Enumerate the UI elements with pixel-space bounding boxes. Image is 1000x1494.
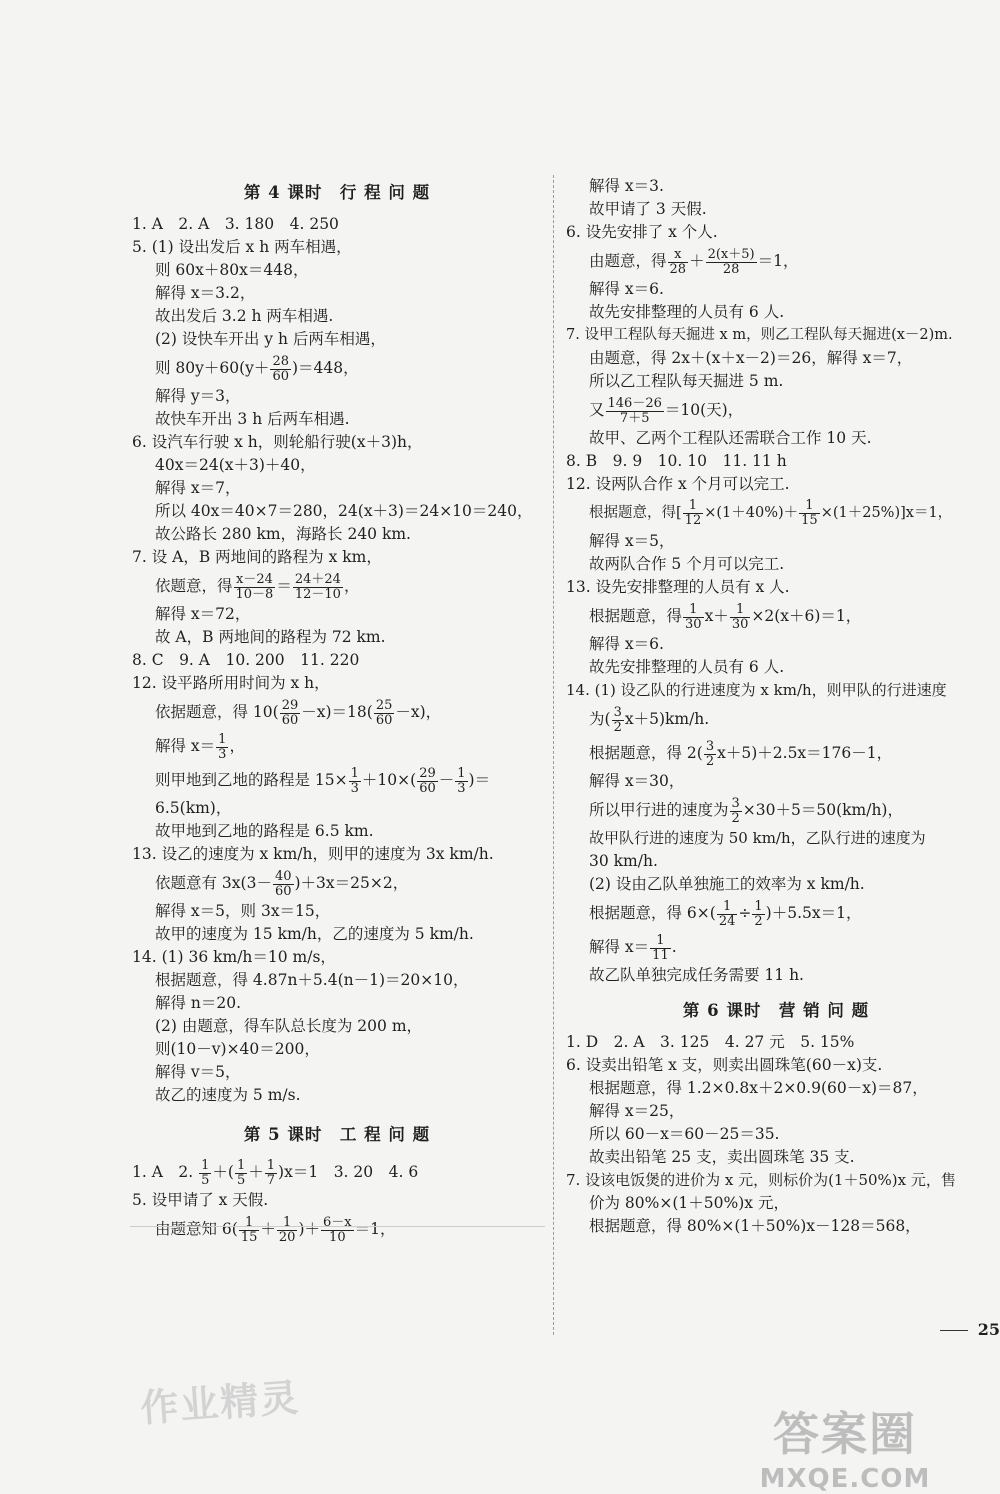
fraction: $\frac{1}{7}$ — [266, 1157, 276, 1188]
answer-line: 故 A，B 两地间的路程为 72 km. — [155, 628, 386, 646]
formula-line: 根据题意，得 $\frac{1}{30}$ x＋ $\frac{1}{30}$ ×2(x＋6)＝1， — [589, 601, 862, 632]
answer-line: 故出发后 3.2 h 两车相遇. — [155, 307, 334, 325]
answer-line: 故先安排整理的人员有 6 人. — [589, 303, 785, 321]
fraction: $\frac{1}{3}$ — [457, 765, 466, 796]
answer-line: 7. 设 A，B 两地间的路程为 x km， — [132, 548, 382, 566]
answer-line: (2) 设快车开出 y h 后两车相遇， — [155, 330, 386, 348]
fraction: $\frac{x-24}{10-8}$ — [235, 571, 274, 602]
formula-line: 根据题意，得 6×( $\frac{1}{24}$ ÷ $\frac{1}{2}$ )＋5.5x＝1， — [589, 898, 862, 929]
answer-line: 12. 设两队合作 x 个月可以完工. — [566, 475, 790, 493]
answer-line: 6.5(km)， — [155, 799, 232, 817]
fraction: $\frac{1}{30}$ — [685, 601, 702, 632]
answer-line: 所以 40x＝40×7＝280，24(x＋3)＝24×10＝240， — [155, 502, 533, 520]
formula-line: 1. A 2. $\frac{1}{5}$ ＋( $\frac{1}{5}$ ＋ $\frac{1}{7}$ )x＝1 3. 20 4. 6 — [132, 1157, 419, 1188]
page-number-dash — [940, 1330, 968, 1331]
answer-line: 6. 设先安排了 x 个人. — [566, 223, 718, 241]
answer-line: 根据题意，得 4.87n＋5.4(n－1)＝20×10， — [155, 971, 469, 989]
answer-line: 解得 n＝20. — [155, 994, 242, 1012]
answer-line: 1. D 2. A 3. 125 4. 27 元 5. 15% — [566, 1033, 855, 1051]
answer-line: 解得 x＝6. — [589, 280, 664, 298]
fraction: $\frac{1}{24}$ — [718, 898, 736, 929]
fraction: $\frac{29}{60}$ — [419, 765, 436, 796]
fraction: $\frac{1}{11}$ — [652, 932, 669, 963]
answer-line: 30 km/h. — [589, 852, 658, 870]
formula-line: 则 80y＋60(y＋ $\frac{28}{60}$ )＝448， — [155, 353, 359, 384]
answer-line: 7. 设甲工程队每天掘进 x m，则乙工程队每天掘进(x－2)m. — [566, 327, 953, 343]
answer-line: 40x＝24(x＋3)＋40， — [155, 456, 316, 474]
formula-line: 依题意有 3x(3－ $\frac{40}{60}$ )＋3x＝25×2， — [155, 868, 409, 899]
fraction: $\frac{1}{5}$ — [236, 1157, 246, 1188]
formula-line: 根据题意，得[ $\frac{1}{12}$ ×(1＋40%)＋ $\frac{1}{15}$ ×(1＋25%)]x＝1， — [589, 497, 953, 528]
answer-line: 解得 x＝3.2， — [155, 284, 256, 302]
answer-line: 故公路长 280 km，海路长 240 km. — [155, 525, 411, 543]
answer-line: 解得 x＝25， — [589, 1102, 685, 1120]
answer-line: 故两队合作 5 个月可以完工. — [589, 555, 785, 573]
answer-line: 6. 设汽车行驶 x h，则轮船行驶(x＋3)h， — [132, 433, 423, 451]
formula-line: 所以甲行进的速度为 $\frac{3}{2}$ ×30＋5＝50(km/h)， — [589, 795, 903, 826]
fraction: $\frac{1}{5}$ — [201, 1157, 210, 1188]
fraction: $\frac{x}{28}$ — [669, 246, 687, 277]
fraction: $\frac{1}{12}$ — [684, 497, 702, 528]
fraction: $\frac{3}{2}$ — [731, 795, 740, 826]
site-watermark — [710, 1398, 980, 1494]
formula-line: 为( $\frac{3}{2}$ x＋5)km/h. — [589, 704, 710, 735]
answer-line: 则 60x＋80x＝448， — [155, 261, 309, 279]
answer-line: 13. 设乙的速度为 x km/h，则甲的速度为 3x km/h. — [132, 845, 494, 863]
answer-line: 故甲地到乙地的路程是 6.5 km. — [155, 822, 374, 840]
answer-line: 8. C 9. A 10. 200 11. 220 — [132, 651, 360, 669]
left-column — [132, 175, 542, 1246]
lesson5-title: 第 5 课时 工 程 问 题 — [243, 1125, 431, 1144]
answer-line: 根据题意，得 1.2×0.8x＋2×0.9(60－x)＝87， — [589, 1079, 928, 1097]
fraction: $\frac{24+24}{12-10}$ — [294, 571, 341, 602]
answer-line: (2) 设由乙队单独施工的效率为 x km/h. — [589, 875, 865, 893]
page-number: 25 — [977, 1320, 1000, 1339]
fraction: $\frac{1}{30}$ — [731, 601, 749, 632]
fraction: $\frac{1}{15}$ — [240, 1214, 258, 1245]
column-divider — [553, 175, 554, 1335]
fraction: $\frac{28}{60}$ — [272, 353, 289, 384]
fraction: $\frac{40}{60}$ — [274, 868, 292, 899]
formula-line: 则甲地到乙地的路程是 15× $\frac{1}{3}$ ＋10×( $\frac{29}{60}$ － $\frac{1}{3}$ )＝ — [155, 765, 491, 796]
lesson4-title: 第 4 课时 行 程 问 题 — [243, 183, 431, 202]
answer-line: 解得 x＝5，则 3x＝15， — [155, 902, 331, 920]
formula-line: 由题意知 6( $\frac{1}{15}$ ＋ $\frac{1}{20}$ )＋ $\frac{6-x}{10}$ ＝1， — [155, 1214, 396, 1245]
answer-line: 所以 60－x＝60－25＝35. — [589, 1125, 780, 1143]
fraction: $\frac{2(x+5)}{28}$ — [707, 246, 755, 277]
lesson6-title: 第 6 课时 营 销 问 题 — [682, 1001, 870, 1020]
answer-line: 1. A 2. A 3. 180 4. 250 — [132, 215, 339, 233]
watermark-url: MXQE.COM — [759, 1464, 931, 1494]
formula-line: 又 $\frac{146-26}{7+5}$ ＝10(天)， — [589, 395, 744, 426]
fraction: $\frac{3}{2}$ — [705, 738, 715, 769]
fraction: $\frac{1}{15}$ — [801, 497, 818, 528]
answer-line: 解得 x＝6. — [589, 635, 664, 653]
formula-line: 由题意，得 $\frac{x}{28}$ ＋ $\frac{2(x+5)}{28}$ ＝1， — [589, 246, 799, 277]
answer-line: 解得 y＝3， — [155, 387, 241, 405]
answer-line: 故快车开出 3 h 后两车相遇. — [155, 410, 350, 428]
answer-line: 故卖出铅笔 25 支，卖出圆珠笔 35 支. — [589, 1148, 855, 1166]
answer-line: 8. B 9. 9 10. 10 11. 11 h — [566, 452, 787, 470]
answer-line: 根据题意，得 80%×(1＋50%)x－128＝568， — [589, 1217, 921, 1235]
answer-line: (2) 由题意，得车队总长度为 200 m， — [155, 1017, 423, 1035]
fraction: $\frac{1}{2}$ — [754, 898, 763, 929]
fraction: $\frac{146-26}{7+5}$ — [607, 395, 662, 426]
answer-line: 故乙队单独完成任务需要 11 h. — [589, 966, 804, 984]
answer-line: 解得 x＝5， — [589, 532, 675, 550]
fraction: $\frac{29}{60}$ — [281, 697, 299, 728]
answer-line: 7. 设该电饭煲的进价为 x 元，则标价为(1＋50%)x 元，售 — [566, 1171, 956, 1189]
answer-line: 则(10－v)×40＝200， — [155, 1040, 320, 1058]
answer-line: 14. (1) 设乙队的行进速度为 x km/h，则甲队的行进速度 — [566, 681, 947, 699]
answer-line: 故甲队行进的速度为 50 km/h，乙队行进的速度为 — [589, 829, 926, 847]
answer-line: 14. (1) 36 km/h＝10 m/s， — [132, 948, 336, 966]
formula-line: 依题意，得 $\frac{x-24}{10-8}$ ＝ $\frac{24+24}{12-10}$ ， — [155, 571, 360, 602]
answer-line: 由题意，得 2x＋(x＋x－2)＝26，解得 x＝7， — [589, 349, 913, 367]
answer-line: 5. 设甲请了 x 天假. — [132, 1191, 269, 1209]
answer-line: 故甲的速度为 15 km/h，乙的速度为 5 km/h. — [155, 925, 474, 943]
answer-line: 价为 80%×(1＋50%)x 元， — [589, 1194, 789, 1212]
answer-line: 解得 v＝5， — [155, 1063, 241, 1081]
formula-line: 依据题意，得 10( $\frac{29}{60}$ －x)＝18( $\frac{25}{60}$ －x)， — [155, 697, 442, 728]
fraction: $\frac{3}{2}$ — [613, 704, 622, 735]
watermark-logo-text: 答案圈 — [773, 1407, 917, 1461]
answer-line: 解得 x＝72， — [155, 605, 251, 623]
answer-line: 13. 设先安排整理的人员有 x 人. — [566, 578, 790, 596]
answer-line: 解得 x＝30， — [589, 772, 685, 790]
answer-line: 12. 设平路所用时间为 x h， — [132, 674, 330, 692]
answer-line: 解得 x＝3. — [589, 177, 664, 195]
right-column — [566, 175, 986, 1238]
answer-line: 故先安排整理的人员有 6 人. — [589, 658, 785, 676]
fraction: $\frac{1}{3}$ — [350, 765, 359, 796]
answer-line: 解得 x＝7， — [155, 479, 241, 497]
formula-line: 根据题意，得 2( $\frac{3}{2}$ x＋5)＋2.5x＝176－1， — [589, 738, 893, 769]
answer-line: 故甲请了 3 天假. — [589, 200, 707, 218]
fraction: $\frac{1}{20}$ — [278, 1214, 296, 1245]
fraction: $\frac{1}{3}$ — [218, 731, 227, 762]
answer-line: 5. (1) 设出发后 x h 两车相遇， — [132, 238, 352, 256]
answer-line: 6. 设卖出铅笔 x 支，则卖出圆珠笔(60－x)支. — [566, 1056, 883, 1074]
formula-line: 解得 x＝ $\frac{1}{11}$ . — [589, 932, 677, 963]
fraction: $\frac{25}{60}$ — [375, 697, 393, 728]
fraction: $\frac{6-x}{10}$ — [323, 1214, 352, 1245]
answer-line: 故乙的速度为 5 m/s. — [155, 1086, 301, 1104]
section-rule — [130, 1226, 545, 1227]
formula-line: 解得 x＝ $\frac{1}{3}$ ， — [155, 731, 245, 762]
answer-line: 所以乙工程队每天掘进 5 m. — [589, 372, 784, 390]
answer-line: 故甲、乙两个工程队还需联合工作 10 天. — [589, 429, 872, 447]
faded-stamp: 作业精灵 — [138, 1374, 302, 1431]
